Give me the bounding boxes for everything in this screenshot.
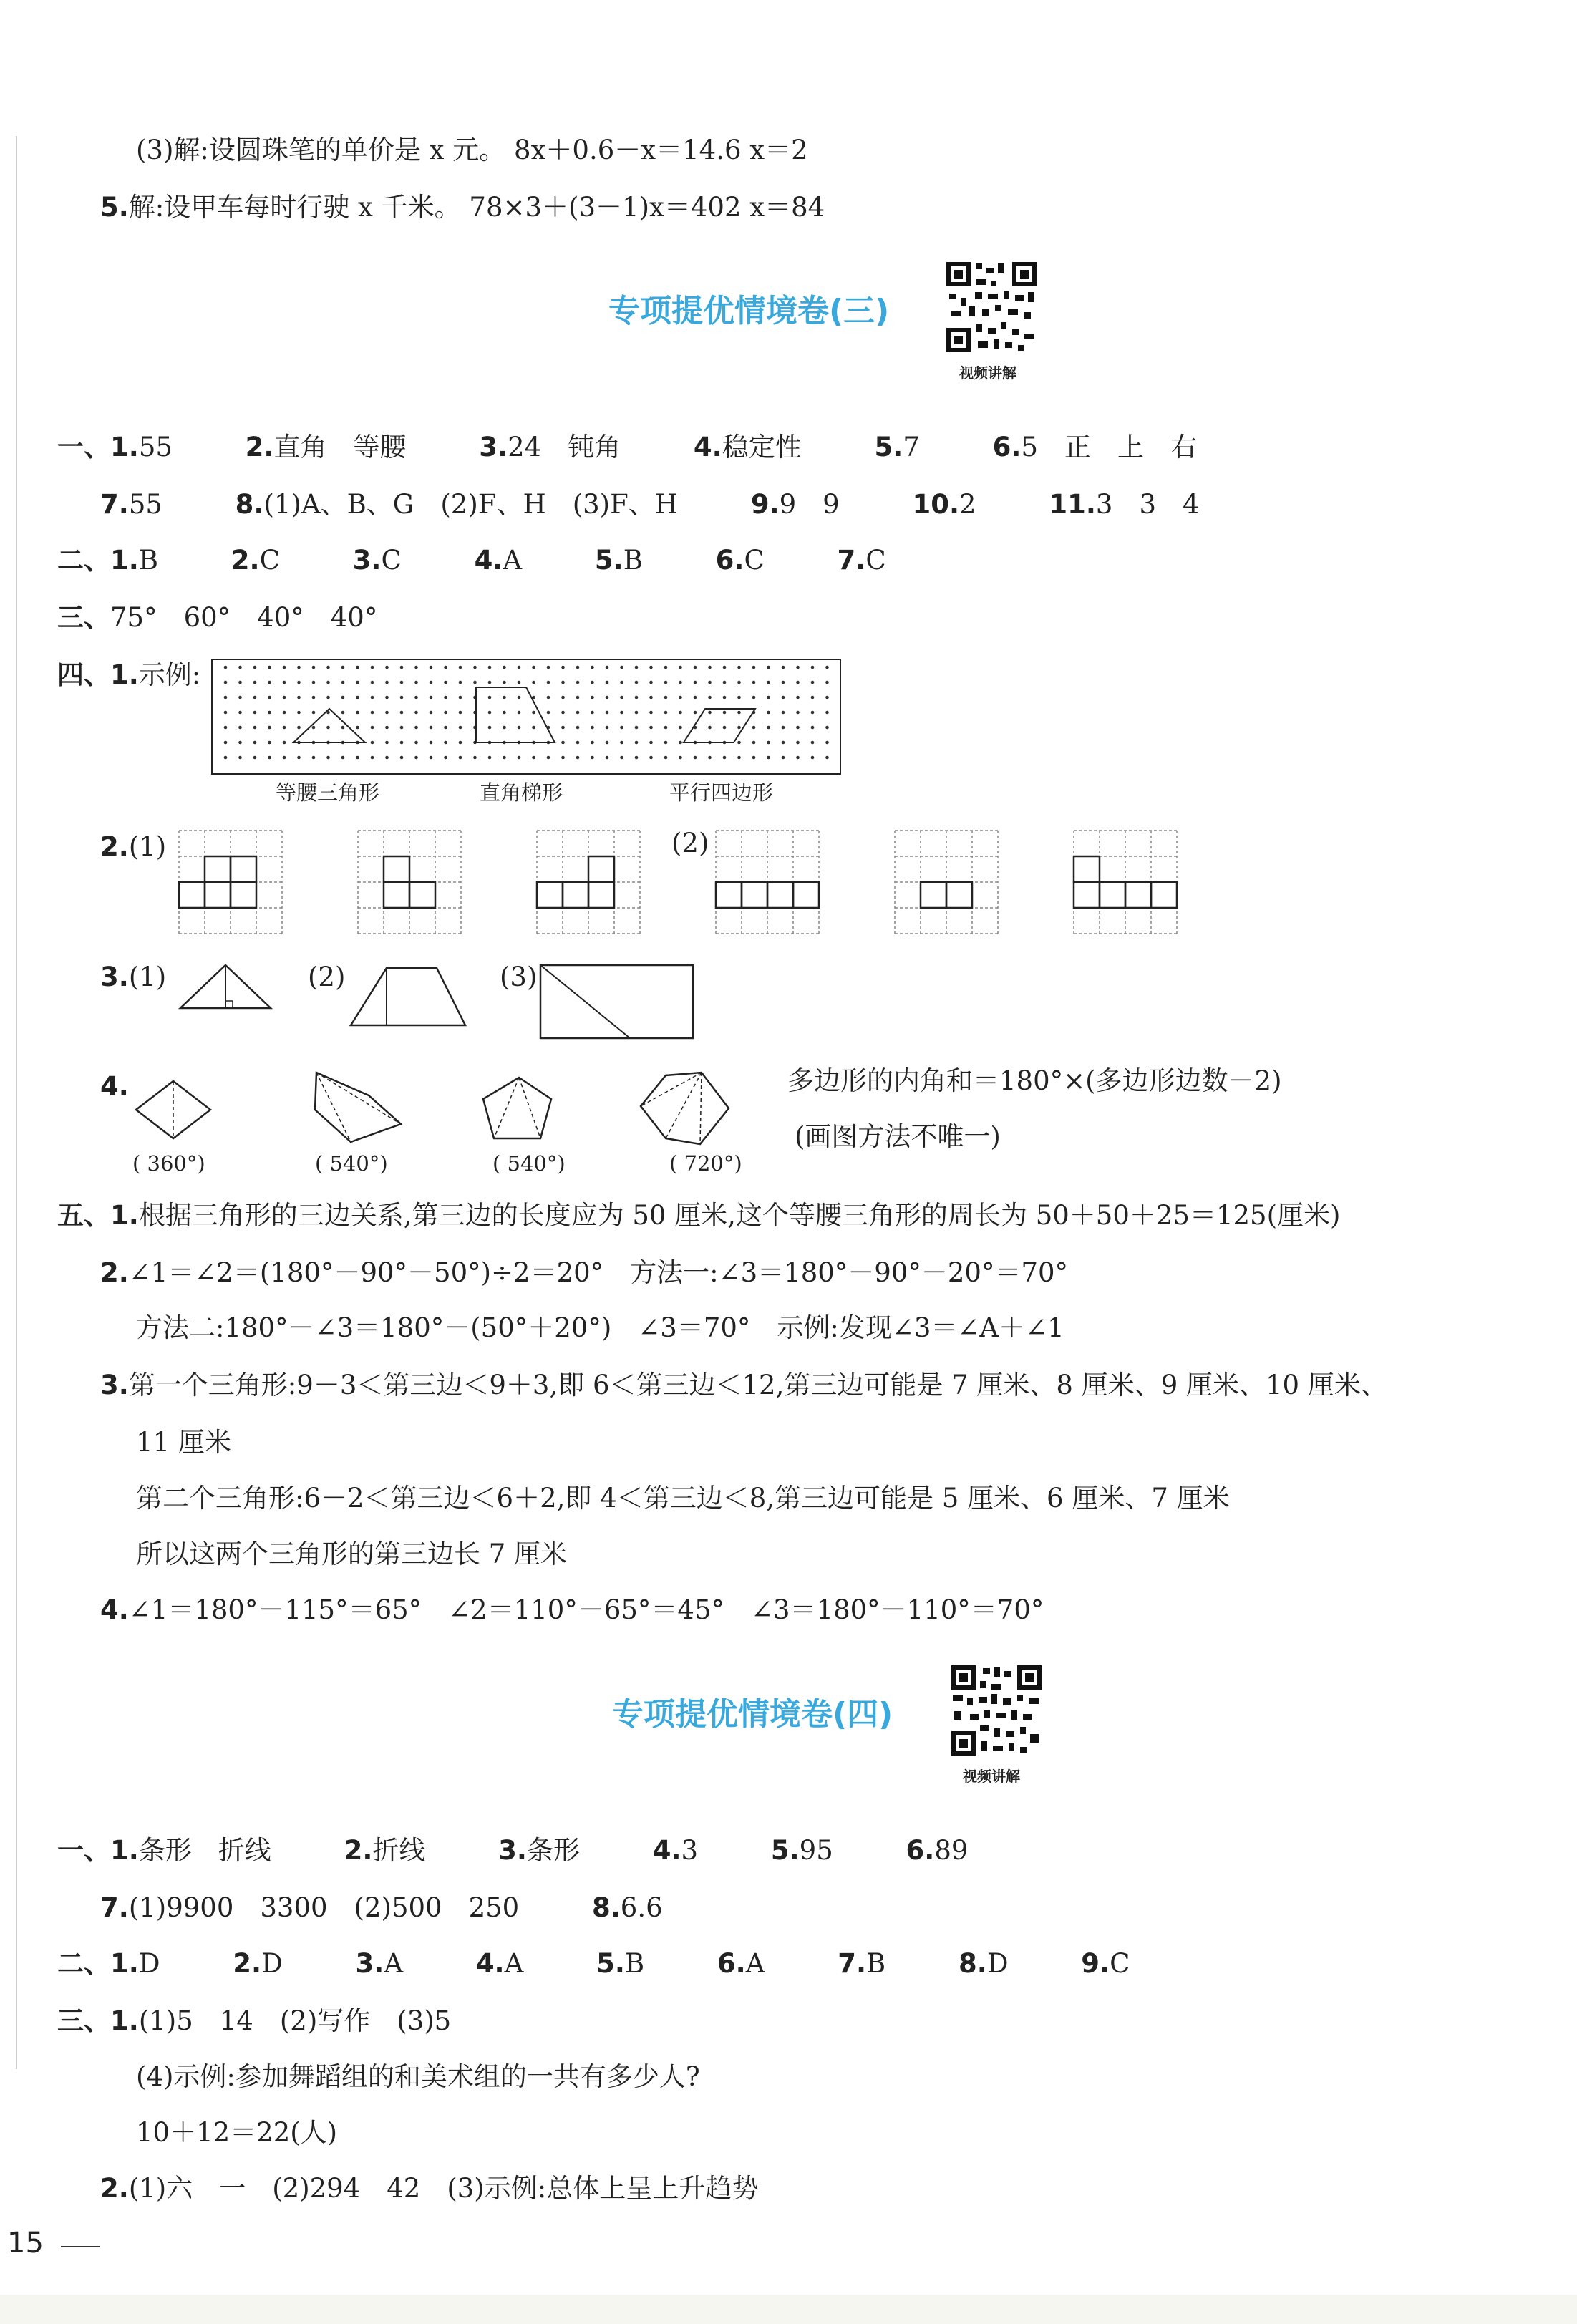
figure-caption: 直角梯形 — [480, 780, 563, 805]
answer-line: 一、1.条形 折线 2.折线 3.条形 4.3 5.95 6.89 — [57, 1835, 969, 1866]
angle-label: ( 720°) — [669, 1151, 742, 1176]
answer-line: 第二个三角形:6－2＜第三边＜6＋2,即 4＜第三边＜8,第三边可能是 5 厘米、6 厘米、7 厘米 — [136, 1483, 1230, 1514]
qr-code-icon — [948, 1662, 1044, 1758]
figure-caption: 平行四边形 — [669, 780, 774, 805]
answer-line: 3.(1) — [100, 962, 167, 992]
answer-line: (2) — [308, 962, 346, 992]
answer-line: 方法二:180°－∠3＝180°－(50°＋20°) ∠3＝70° 示例:发现∠3＝∠A＋∠1 — [136, 1312, 1064, 1343]
answer-line: (3) — [500, 962, 538, 992]
answer-line: 多边形的内角和＝180°×(多边形边数－2) — [787, 1065, 1282, 1096]
answer-line: 所以这两个三角形的第三边长 7 厘米 — [136, 1539, 568, 1569]
answer-line: 4. — [100, 1071, 129, 1102]
answer-line: 2.∠1＝∠2＝(180°－90°－50°)÷2＝20° 方法一:∠3＝180°－90°－20°＝70° — [100, 1257, 1069, 1288]
angle-label: ( 540°) — [492, 1151, 566, 1176]
answer-line: (3)解:设圆珠笔的单价是 x 元。 8x＋0.6－x＝14.6 x＝2 — [136, 135, 808, 165]
answer-line: 10＋12＝22(人) — [136, 2117, 338, 2148]
answer-line: 二、1.B 2.C 3.C 4.A 5.B 6.C 7.C — [57, 545, 886, 576]
answer-line: 五、1.根据三角形的三边关系,第三边的长度应为 50 厘米,这个等腰三角形的周长为 50＋50＋25＝125(厘米) — [57, 1200, 1341, 1231]
answer-line: 5.解:设甲车每时行驶 x 千米。 78×3＋(3－1)x＝402 x＝84 — [100, 192, 825, 223]
qr-caption: 视频讲解 — [959, 364, 1016, 382]
answer-line: 三、1.(1)5 14 (2)写作 (3)5 — [57, 2005, 452, 2036]
answer-line: 7.(1)9900 3300 (2)500 250 8.6.6 — [100, 1892, 663, 1923]
margin-rule — [16, 136, 17, 2069]
answer-line: (4)示例:参加舞蹈组的和美术组的一共有多少人? — [136, 2061, 700, 2092]
qr-code-icon — [943, 259, 1039, 355]
qr-caption: 视频讲解 — [963, 1768, 1020, 1785]
answer-line: 2.(1)六 一 (2)294 42 (3)示例:总体上呈上升趋势 — [100, 2173, 759, 2204]
answer-line: (2) — [671, 828, 709, 858]
angle-label: ( 540°) — [315, 1151, 388, 1176]
angle-label: ( 360°) — [132, 1151, 205, 1176]
page-number-rule — [61, 2246, 100, 2247]
page-bottom-edge — [0, 2295, 1577, 2324]
answer-line: 三、75° 60° 40° 40° — [57, 602, 378, 633]
answer-line: 11 厘米 — [136, 1427, 231, 1458]
answer-line: 一、1.55 2.直角 等腰 3.24 钝角 4.稳定性 5.7 6.5 正 上 右 — [57, 432, 1197, 463]
answer-line: 4.∠1＝180°－115°＝65° ∠2＝110°－65°＝45° ∠3＝180°－110°＝70° — [100, 1594, 1044, 1625]
figure-caption: 等腰三角形 — [276, 780, 380, 805]
heights-figure — [172, 959, 702, 1045]
section-title: 专项提优情境卷(四) — [612, 1696, 893, 1733]
answer-line: 3.第一个三角形:9－3＜第三边＜9＋3,即 6＜第三边＜12,第三边可能是 7 厘米、8 厘米、9 厘米、10 厘米、 — [100, 1370, 1387, 1400]
polygon-angles-figure — [122, 1067, 766, 1153]
answer-line: 四、1.示例: — [57, 659, 201, 690]
answer-line: 二、1.D 2.D 3.A 4.A 5.B 6.A 7.B 8.D 9.C — [57, 1948, 1130, 1979]
answer-line: 2.(1) — [100, 831, 167, 862]
dot-grid-figure — [211, 659, 841, 775]
cube-views-figure — [0, 827, 1217, 938]
answer-line: 7.55 8.(1)A、B、G (2)F、H (3)F、H 9.9 9 10.2 11.3 3 4 — [100, 489, 1200, 520]
answer-line: (画图方法不唯一) — [795, 1121, 1001, 1152]
page-number: 15 — [7, 2227, 44, 2260]
section-title: 专项提优情境卷(三) — [608, 293, 890, 329]
